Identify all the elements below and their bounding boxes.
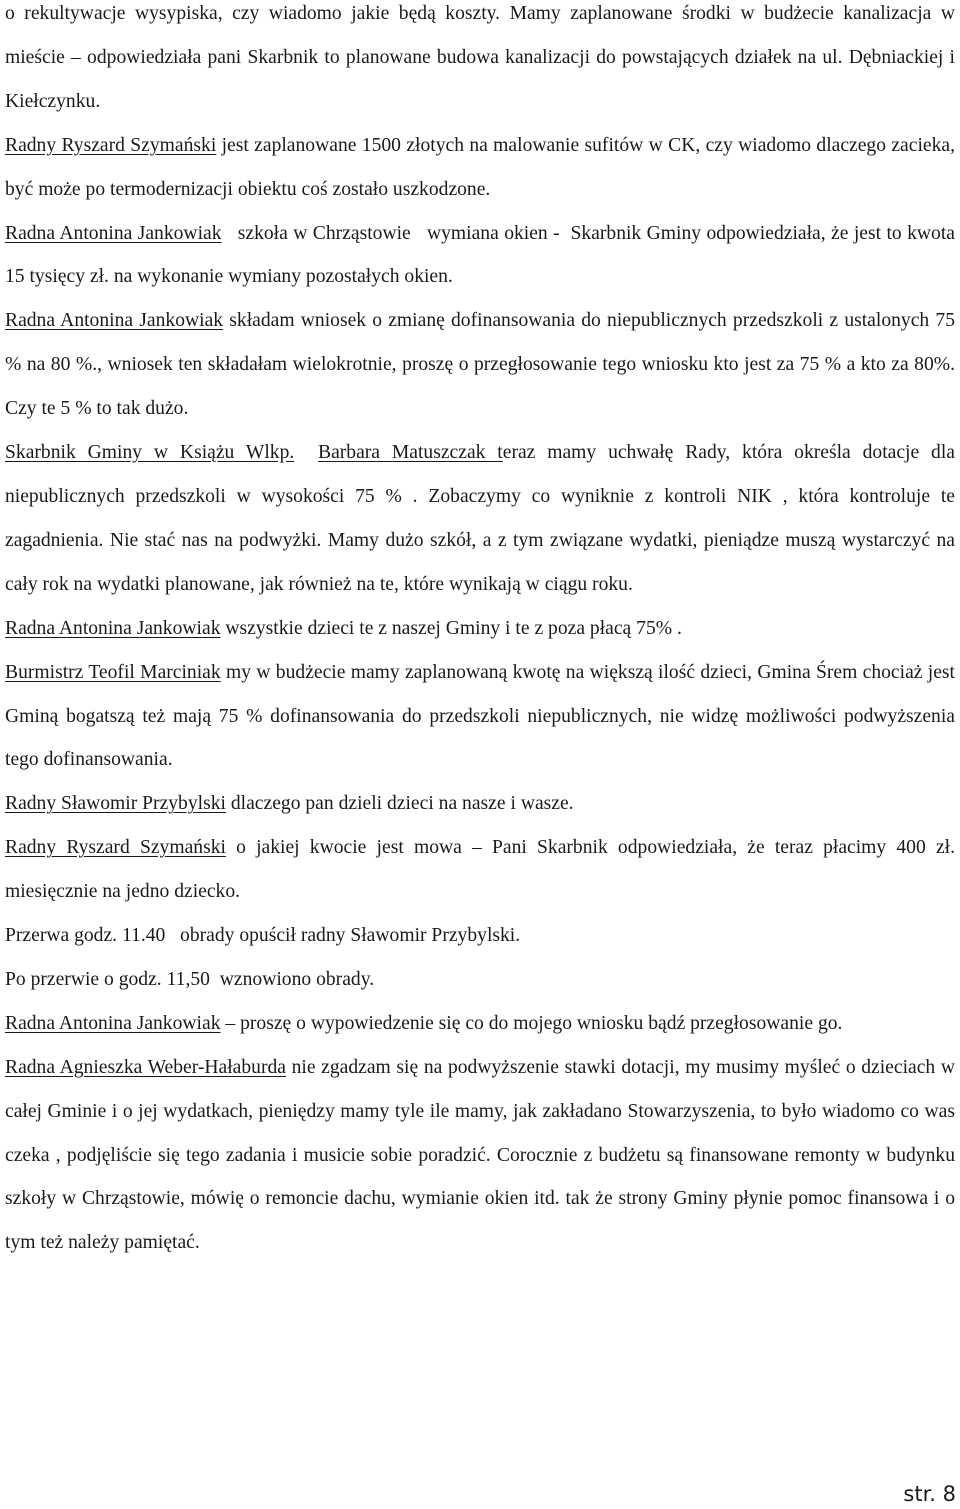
document-body — [5, 0, 960, 1265]
paragraph-text: eraz mamy uchwałę Rady, która określa dotacje dla niepublicznych przedszkoli w wysokości 75 % . Zobaczymy co wyniknie z kontroli NIK , która kontroluje te zagadnienia. Nie stać nas na podwyżki. Mamy dużo szkół, a z tym związane wydatki, pieniądze muszą wystarczyć na cały rok na wydatki planowane, jak również na te, które wynikają w ciągu roku. — [5, 442, 955, 595]
paragraph-text: o rekultywacje wysypiska, czy wiadomo jakie będą koszty. Mamy zaplanowane środki w budżecie kanalizacja w mieście – odpowiedziała pani Skarbnik to planowane budowa kanalizacji do powstających działek na ul. Dębniackiej i Kiełczynku. — [5, 3, 955, 112]
speaker-name: Burmistrz Teofil Marciniak — [5, 661, 221, 683]
speaker-name: Radna Antonina Jankowiak — [5, 617, 221, 639]
paragraph-jankowiak-3 — [5, 607, 955, 651]
paragraph-weber-halaburda — [5, 1046, 955, 1266]
paragraph-text: szkoła w Chrząstowie wymiana okien - Skarbnik Gminy odpowiedziała, że jest to kwota 15 tysięcy zł. na wykonanie wymiany pozostałych okien. — [5, 222, 960, 288]
paragraph-text: my w budżecie mamy zaplanowaną kwotę na większą ilość dzieci, Gmina Śrem chociaż jest Gminą bogatszą też mają 75 % dofinansowania do przedszkoli niepublicznych, nie widzę możliwości podwyższenia tego dofinansowania. — [5, 661, 955, 771]
paragraph-text: składam wniosek o zmianę dofinansowania do niepublicznych przedszkoli z ustalonych 75 % na 80 %., wniosek ten składałam wielokrotnie, proszę o przegłosowanie tego wniosku kto jest za 75 % a kto za 80%. Czy te 5 % to tak dużo. — [5, 310, 955, 420]
speaker-name: Radna Antonina Jankowiak — [5, 1012, 221, 1034]
speaker-name: Skarbnik Gminy w Książu Wlkp. — [5, 442, 295, 464]
paragraph-text: jest zaplanowane 1500 złotych na malowanie sufitów w CK, czy wiadomo dlaczego zacieka, być może po termodernizacji obiektu coś zostało uszkodzone. — [5, 134, 955, 200]
paragraph-text: – proszę o wypowiedzenie się co do mojego wniosku bądź przegłosowanie go. — [220, 1012, 843, 1034]
paragraph-szymanski-1 — [5, 124, 955, 212]
paragraph-przybylski — [5, 782, 955, 826]
paragraph-text: Po przerwie o godz. 11,50 wznowiono obrady. — [5, 968, 375, 990]
paragraph-jankowiak-4 — [5, 1002, 955, 1046]
paragraph-burmistrz — [5, 651, 955, 783]
page-number: str. 8 — [903, 1482, 956, 1506]
paragraph-szymanski-2 — [5, 826, 955, 914]
paragraph-rekultywacja — [5, 0, 955, 124]
speaker-name: Radny Ryszard Szymański — [5, 134, 217, 156]
paragraph-przerwa — [5, 914, 955, 958]
speaker-name: Radny Sławomir Przybylski — [5, 793, 226, 815]
paragraph-jankowiak-1 — [5, 212, 960, 300]
paragraph-skarbnik — [5, 431, 955, 607]
paragraph-text: wszystkie dzieci te z naszej Gminy i te z poza płacą 75% . — [220, 617, 682, 639]
paragraph-text: nie zgadzam się na podwyższenie stawki dotacji, my musimy myśleć o dzieciach w całej Gminie i o jej wydatkach, pieniędzy mamy tyle ile mamy, jak zakładano Stowarzyszenia, to było wiadomo co was czeka , podjęliście się tego zadania i musicie sobie poradzić. Corocznie z budżetu są finansowane remonty w budynku szkoły w Chrząstowie, mówię o remoncie dachu, wymianie okien itd. tak że strony Gminy płynie pomoc finansowa i o tym też należy pamiętać. — [5, 1056, 955, 1254]
speaker-name: Radna Agnieszka Weber-Hałaburda — [5, 1056, 286, 1078]
speaker-name: Radna Antonina Jankowiak — [5, 310, 224, 332]
speaker-name: Radna Antonina Jankowiak — [5, 222, 222, 244]
paragraph-text: Przerwa godz. 11.40 obrady opuścił radny Sławomir Przybylski. — [5, 925, 521, 947]
speaker-name: Radny Ryszard Szymański — [5, 837, 226, 859]
paragraph-po-przerwie — [5, 958, 955, 1002]
paragraph-jankowiak-2 — [5, 299, 955, 431]
paragraph-text: dlaczego pan dzieli dzieci na nasze i wasze. — [225, 793, 574, 815]
speaker-name-secondary: Barbara Matuszczak t — [318, 442, 503, 464]
paragraph-text: o jakiej kwocie jest mowa – Pani Skarbnik odpowiedziała, że teraz płacimy 400 zł. miesięcznie na jedno dziecko. — [5, 837, 955, 903]
